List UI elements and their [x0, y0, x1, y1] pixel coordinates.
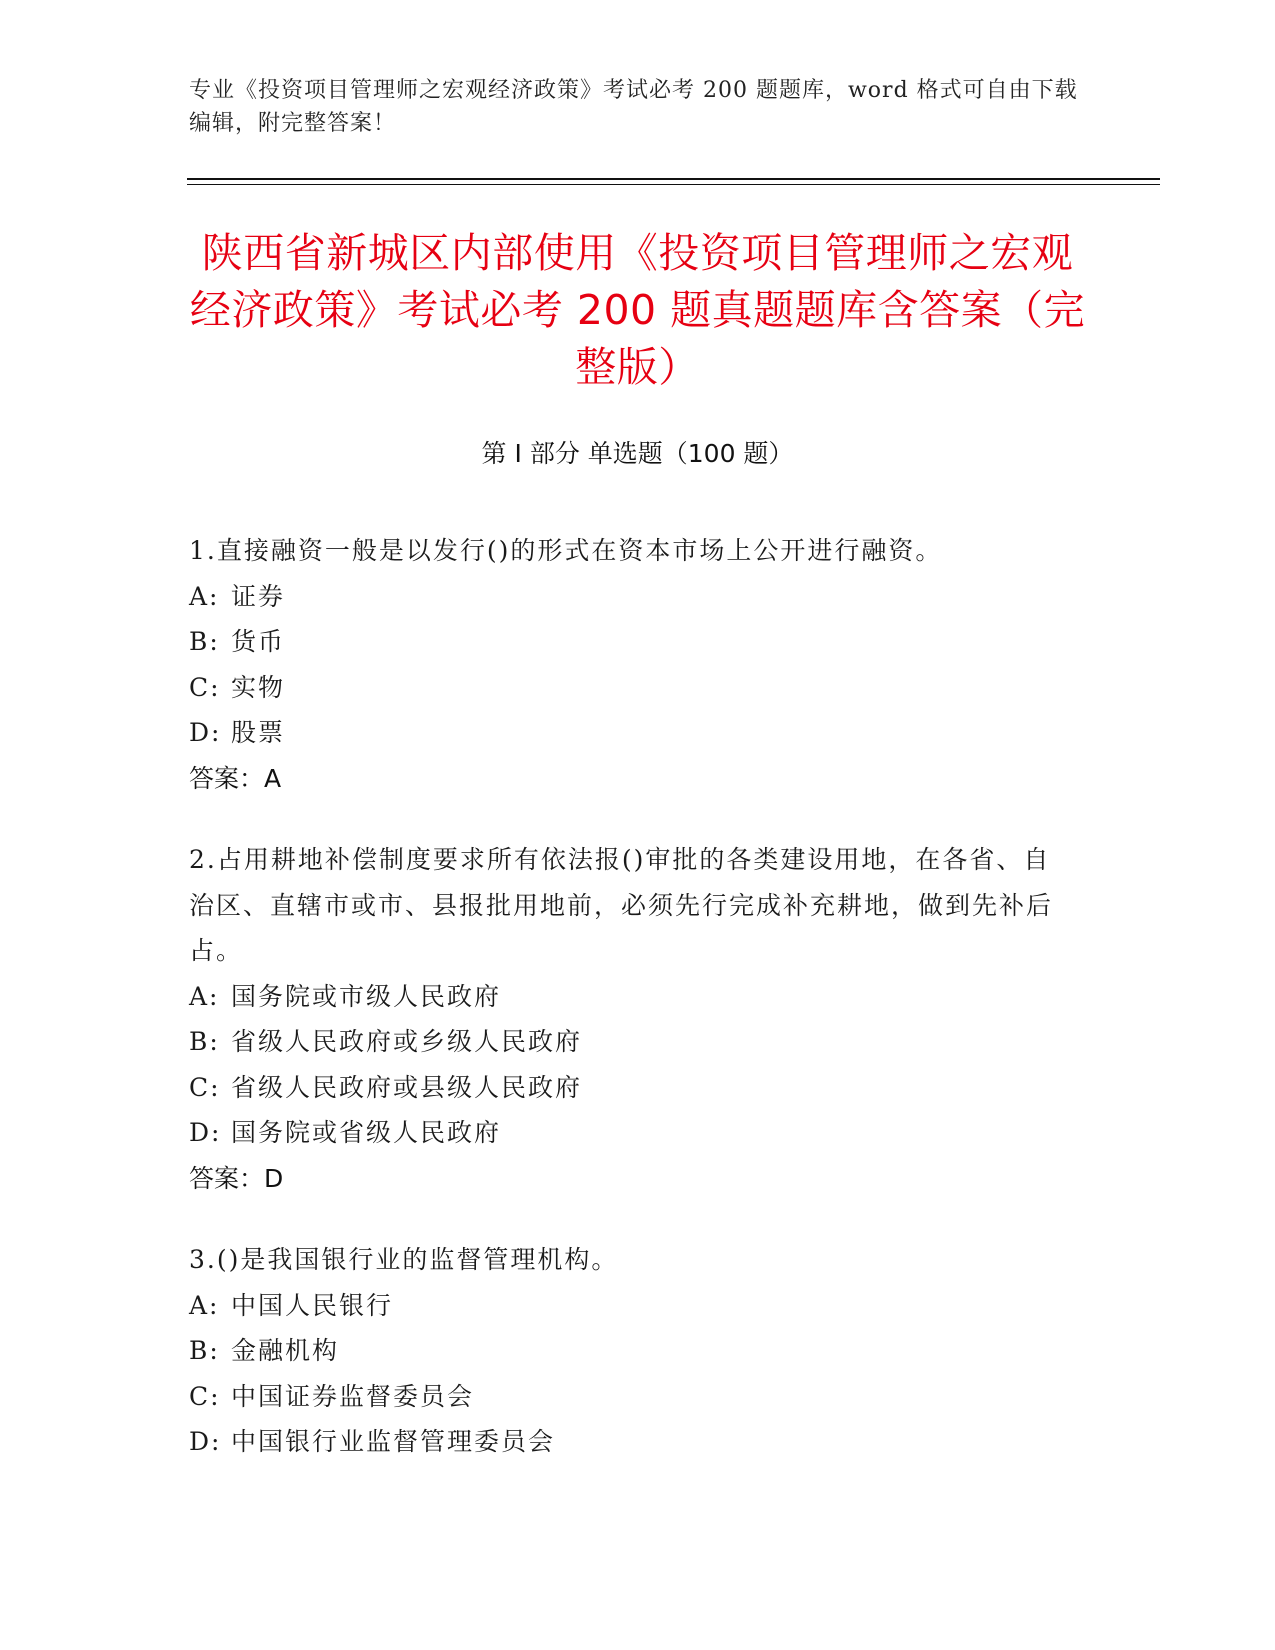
option-text: 省级人民政府或县级人民政府	[231, 1072, 583, 1102]
header-note: 专业《投资项目管理师之宏观经济政策》考试必考 200 题题库，word 格式可自由下载编辑，附完整答案！	[189, 78, 1078, 136]
question-stem: 2.占用耕地补偿制度要求所有依法报()审批的各类建设用地，在各省、自治区、直辖市或市、县报批用地前，必须先行完成补充耕地，做到先补后占。	[189, 845, 1054, 965]
option-text: 国务院或市级人民政府	[231, 981, 502, 1011]
option-c	[189, 1065, 1069, 1111]
option-key: A:	[189, 1290, 220, 1320]
option-b	[189, 619, 1069, 665]
option-key: A:	[189, 581, 220, 611]
option-a	[189, 574, 1069, 620]
option-text: 股票	[231, 718, 286, 747]
option-b	[189, 1328, 1069, 1374]
option-d	[189, 1110, 1069, 1156]
option-key: C:	[189, 1381, 221, 1411]
answer: 答案：A	[189, 763, 282, 793]
option-c	[189, 1374, 1069, 1420]
option-key: D:	[189, 1427, 222, 1456]
document-title: 陕西省新城区内部使用《投资项目管理师之宏观经济政策》考试必考 200 题真题题库含答案（完整版）	[189, 229, 1086, 391]
option-text: 省级人民政府或乡级人民政府	[231, 1027, 583, 1056]
question-3	[189, 1237, 1069, 1465]
option-text: 中国人民银行	[231, 1290, 394, 1320]
option-text: 实物	[231, 672, 286, 702]
question-1	[189, 528, 1069, 801]
option-a	[189, 1283, 1069, 1329]
option-key: C:	[189, 1072, 221, 1102]
question-stem: 1.直接融资一般是以发行()的形式在资本市场上公开进行融资。	[189, 536, 943, 565]
option-text: 国务院或省级人民政府	[231, 1118, 502, 1147]
option-key: D:	[189, 718, 222, 747]
option-key: B:	[189, 1336, 220, 1365]
question-stem: 3.()是我国银行业的监督管理机构。	[189, 1245, 619, 1274]
answer: 答案：D	[189, 1163, 284, 1193]
option-text: 金融机构	[231, 1336, 340, 1365]
option-text: 货币	[231, 627, 286, 656]
option-text: 中国银行业监督管理委员会	[231, 1427, 556, 1456]
header-rule-thick	[187, 178, 1160, 180]
option-key: D:	[189, 1118, 222, 1147]
option-key: A:	[189, 981, 220, 1011]
option-key: B:	[189, 1027, 220, 1056]
option-d	[189, 710, 1069, 756]
section-title: 第 I 部分 单选题（100 题）	[481, 439, 794, 468]
option-b	[189, 1019, 1069, 1065]
option-key: B:	[189, 627, 220, 656]
option-d	[189, 1419, 1069, 1465]
header-rule-thin	[187, 184, 1160, 185]
option-a	[189, 974, 1069, 1020]
option-key: C:	[189, 672, 221, 702]
question-2	[189, 837, 1069, 1201]
option-c	[189, 665, 1069, 711]
option-text: 中国证券监督委员会	[231, 1381, 475, 1411]
question-list	[189, 528, 1069, 1501]
option-text: 证券	[231, 581, 286, 611]
